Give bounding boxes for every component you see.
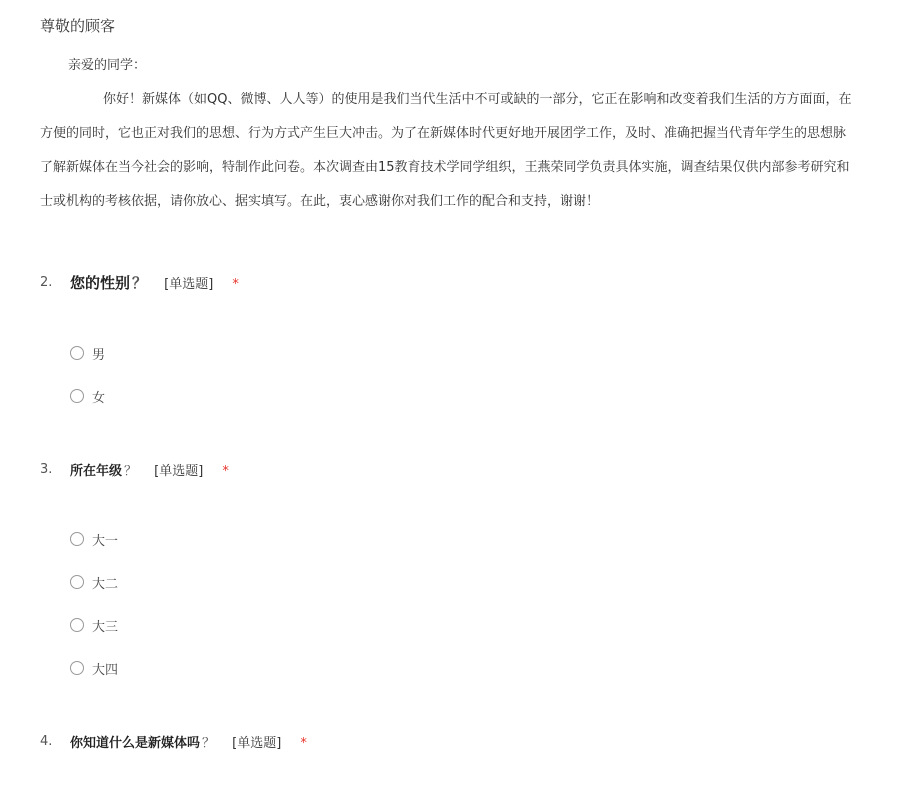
option-female[interactable] <box>70 385 105 407</box>
page-title: 尊敬的顾客 <box>40 17 116 35</box>
intro-line-3: 了解新媒体在当今社会的影响，特制作此问卷。本次调查由15教育技术学同学组织，王燕荣同学负责具体实施，调查结果仅供内部参考研究和 <box>40 160 850 175</box>
question-type-label: [单选题] <box>164 277 214 292</box>
radio-button[interactable] <box>70 346 84 360</box>
question-mark: ？ <box>124 464 138 479</box>
question-number: 4. <box>40 734 53 749</box>
question-title: 你知道什么是新媒体吗 <box>70 736 201 751</box>
grade-options <box>70 528 118 679</box>
gender-options <box>70 342 105 407</box>
required-asterisk: * <box>222 464 229 479</box>
intro-line-4: 士或机构的考核依据，请你放心、据实填写。在此，衷心感谢你对我们工作的配合和支持，谢谢！ <box>40 194 600 209</box>
radio-button[interactable] <box>70 575 84 589</box>
radio-button[interactable] <box>70 532 84 546</box>
question-grade <box>40 458 880 482</box>
question-type-label: [单选题] <box>154 464 204 479</box>
question-title: 所在年级 <box>70 464 123 479</box>
option-label: 女 <box>92 390 106 406</box>
radio-button[interactable] <box>70 389 84 403</box>
question-gender <box>40 271 880 295</box>
question-mark: ？ <box>132 274 148 292</box>
option-senior[interactable] <box>70 657 118 679</box>
option-male[interactable] <box>70 342 105 364</box>
question-header <box>40 271 880 295</box>
required-asterisk: * <box>232 277 239 292</box>
question-header <box>40 730 880 754</box>
intro-line-1: 你好！新媒体（如QQ、微博、人人等）的使用是我们当代生活中不可或缺的一部分，它正在影响和改变着我们生活的方方面面，在 <box>103 92 852 107</box>
option-freshman[interactable] <box>70 528 118 550</box>
question-number: 3. <box>40 462 53 477</box>
question-header <box>40 458 880 482</box>
survey-intro <box>40 56 900 226</box>
option-label: 大二 <box>92 576 119 592</box>
question-mark: ？ <box>202 736 216 751</box>
option-label: 大三 <box>92 619 119 635</box>
option-label: 大一 <box>92 533 119 549</box>
question-number: 2. <box>40 275 53 290</box>
radio-button[interactable] <box>70 618 84 632</box>
question-title: 您的性别 <box>70 274 131 292</box>
intro-greeting: 亲爱的同学： <box>68 58 147 73</box>
radio-button[interactable] <box>70 661 84 675</box>
option-label: 大四 <box>92 662 119 678</box>
intro-line-2: 方便的同时，它也正对我们的思想、行为方式产生巨大冲击。为了在新媒体时代更好地开展团学工作，及时、准确把握当代青年学生的思想脉 <box>40 126 847 141</box>
question-type-label: [单选题] <box>232 736 282 751</box>
question-new-media <box>40 730 880 754</box>
option-sophomore[interactable] <box>70 571 118 593</box>
option-junior[interactable] <box>70 614 118 636</box>
option-label: 男 <box>92 347 106 363</box>
required-asterisk: * <box>300 736 307 751</box>
